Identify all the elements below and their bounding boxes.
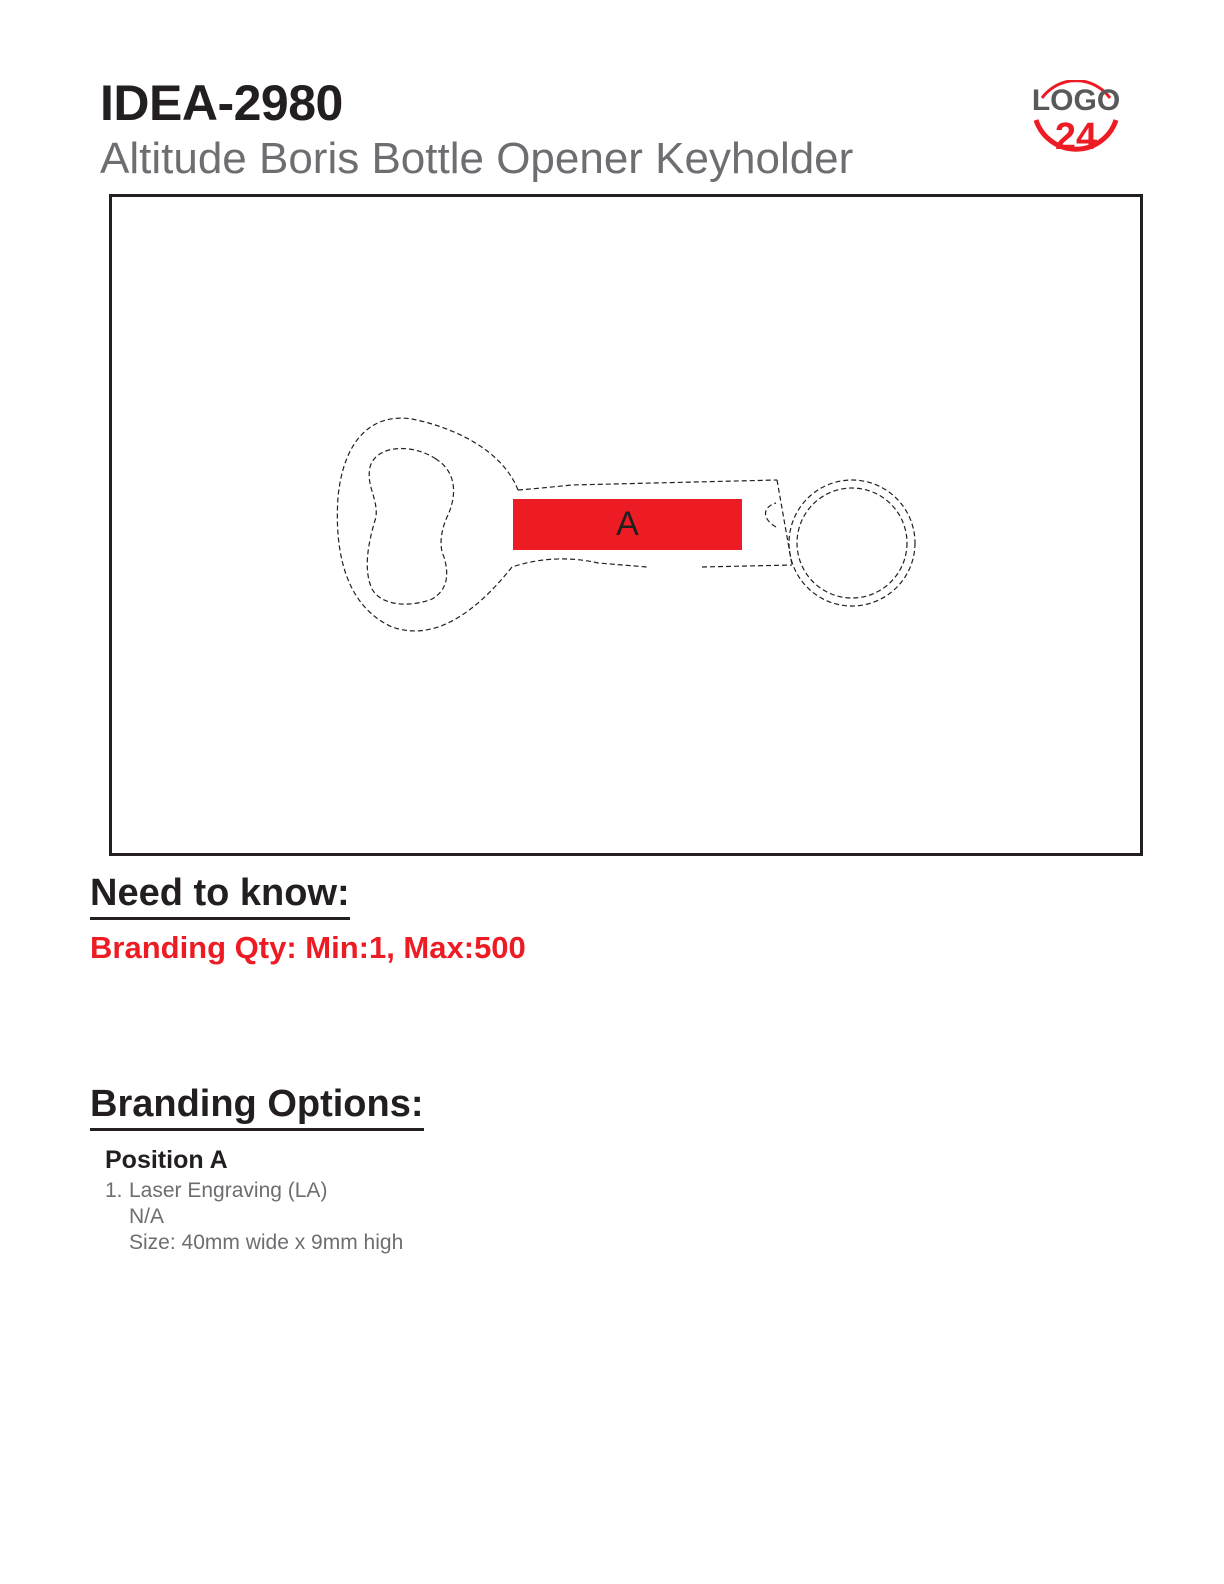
option-colours: N/A (129, 1205, 165, 1228)
logo-number: 24 (1054, 116, 1098, 158)
brand-logo (1028, 80, 1124, 172)
logo-word: LOGO (1031, 84, 1121, 117)
branding-options-heading: Branding Options: (90, 1083, 424, 1131)
position-a-options (105, 1178, 403, 1256)
key-ring-outline (789, 480, 915, 606)
option-size: Size: 40mm wide x 9mm high (129, 1231, 404, 1254)
shaft-bottom-outline (702, 565, 792, 567)
opener-cutout-outline (367, 449, 453, 605)
product-title: Altitude Boris Bottle Opener Keyholder (100, 134, 854, 183)
option-number: 1. (105, 1179, 123, 1202)
print-area-label: A (616, 505, 639, 543)
branding-qty: Branding Qty: Min:1, Max:500 (90, 930, 526, 965)
print-area-a (513, 499, 742, 550)
key-ring-inner-outline (797, 488, 907, 598)
product-code: IDEA-2980 (100, 75, 343, 131)
need-to-know-heading: Need to know: (90, 872, 350, 920)
ring-hook-outline (766, 503, 777, 527)
option-item (105, 1178, 403, 1204)
product-image-frame (109, 194, 1143, 856)
shaft-top-outline (518, 480, 777, 490)
position-a-title: Position A (105, 1146, 228, 1174)
option-method: Laser Engraving (LA) (129, 1179, 328, 1202)
